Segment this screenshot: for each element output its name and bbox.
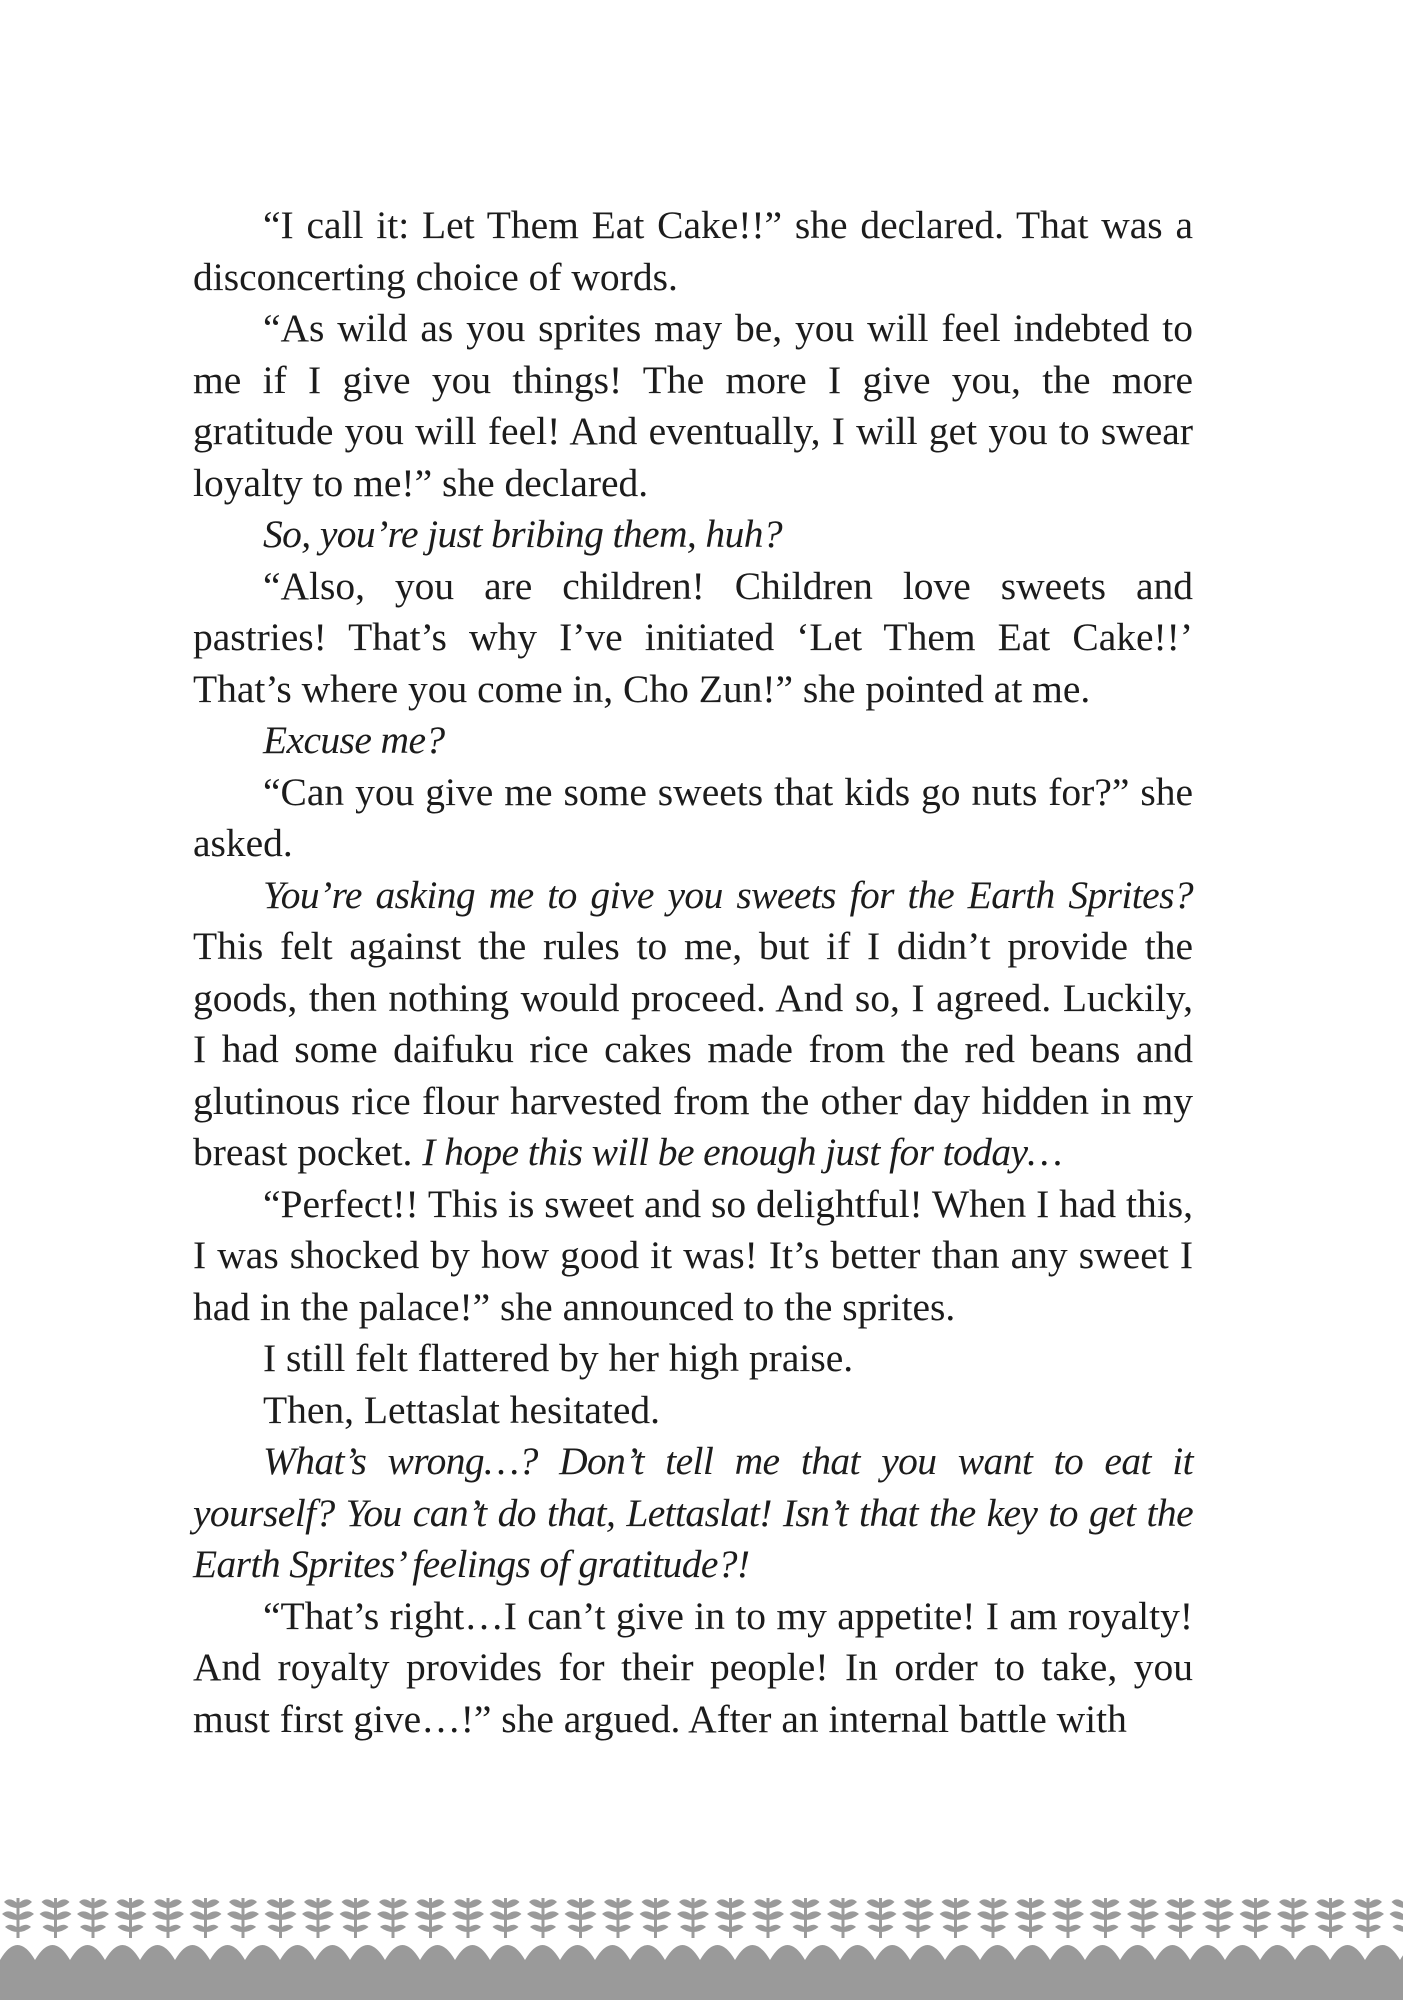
footer-wave-band [0, 1945, 1403, 2000]
leaf-sprig-icon [1352, 1898, 1384, 1938]
paragraph-9: I still felt flattered by her high praise. [263, 1336, 854, 1380]
leaf-sprig-icon [190, 1898, 222, 1938]
leaf-sprig-icon [415, 1898, 447, 1938]
leaf-sprig-icon [1240, 1898, 1272, 1938]
leaf-sprig-icon [790, 1898, 822, 1938]
leaf-sprig-icon [1127, 1898, 1159, 1938]
paragraph-4: “Also, you are children! Children love sweets and pastries! That’s why I’ve initiated ‘Let Them Eat Cake!!’ That’s where you come in, Cho Zun!” she pointed at me. [193, 563, 1193, 711]
leaf-sprig-icon [302, 1898, 334, 1938]
footer-sprig-row [2, 1898, 1403, 1938]
leaf-sprig-icon [602, 1898, 634, 1938]
leaf-sprig-icon [977, 1898, 1009, 1938]
leaf-sprig-icon [752, 1898, 784, 1938]
paragraph-8: “Perfect!! This is sweet and so delightful! When I had this, I was shocked by how good it was! It’s better than any sweet I had in the palace!” she announced to the sprites. [193, 1181, 1193, 1329]
paragraph-2: “As wild as you sprites may be, you will feel indebted to me if I give you things! The more I give you, the more gratitude you will feel! And eventually, I will get you to swear loyalty to me!” she declared. [193, 306, 1193, 505]
footer-decorative-band [0, 1870, 1403, 2000]
leaf-sprig-icon [640, 1898, 672, 1938]
paragraph-3-inner-thought: So, you’re just bribing them, huh? [263, 512, 783, 556]
paragraph-7-body: This felt against the rules to me, but if I didn’t provide the goods, then nothing would proceed. And so, I agreed. Luckily, I had some daifuku rice cakes made from the red beans and glutinous rice flour harvested from the other day hidden in my breast pocket. [193, 924, 1193, 1174]
leaf-sprig-icon [1090, 1898, 1122, 1938]
paragraph-6: “Can you give me some sweets that kids go nuts for?” she asked. [193, 769, 1193, 865]
leaf-sprig-icon [1390, 1898, 1403, 1938]
leaf-sprig-icon [1277, 1898, 1309, 1938]
leaf-sprig-icon [1202, 1898, 1234, 1938]
leaf-sprig-icon [77, 1898, 109, 1938]
leaf-sprig-icon [1165, 1898, 1197, 1938]
leaf-sprig-icon [115, 1898, 147, 1938]
leaf-sprig-icon [1052, 1898, 1084, 1938]
footer-ornament-svg [0, 1870, 1403, 2000]
paragraph-11-inner-thought: What’s wrong…? Don’t tell me that you want to eat it yourself? You can’t do that, Lettaslat! Isn’t that the key to get the Earth Sprites’ feelings of gratitude?! [193, 1439, 1193, 1586]
paragraph-12: “That’s right…I can’t give in to my appetite! I am royalty! And royalty provides for their people! In order to take, you must first give…!” she argued. After an internal battle with [193, 1593, 1193, 1741]
leaf-sprig-icon [452, 1898, 484, 1938]
leaf-sprig-icon [377, 1898, 409, 1938]
page-text-body [193, 200, 1193, 1745]
leaf-sprig-icon [715, 1898, 747, 1938]
leaf-sprig-icon [565, 1898, 597, 1938]
leaf-sprig-icon [40, 1898, 72, 1938]
leaf-sprig-icon [865, 1898, 897, 1938]
paragraph-7 [193, 870, 1193, 1179]
leaf-sprig-icon [2, 1898, 34, 1938]
leaf-sprig-icon [527, 1898, 559, 1938]
paragraph-7-italic-lead: You’re asking me to give you sweets for the Earth Sprites? [263, 872, 1193, 917]
leaf-sprig-icon [340, 1898, 372, 1938]
paragraph-7-italic-tail: I hope this will be enough just for today… [422, 1130, 1062, 1174]
paragraph-1: “I call it: Let Them Eat Cake!!” she declared. That was a disconcerting choice of words. [193, 203, 1193, 299]
leaf-sprig-icon [1315, 1898, 1347, 1938]
leaf-sprig-icon [677, 1898, 709, 1938]
leaf-sprig-icon [902, 1898, 934, 1938]
leaf-sprig-icon [1015, 1898, 1047, 1938]
leaf-sprig-icon [265, 1898, 297, 1938]
paragraph-5-inner-thought: Excuse me? [263, 718, 445, 762]
leaf-sprig-icon [490, 1898, 522, 1938]
leaf-sprig-icon [827, 1898, 859, 1938]
leaf-sprig-icon [227, 1898, 259, 1938]
leaf-sprig-icon [152, 1898, 184, 1938]
paragraph-10: Then, Lettaslat hesitated. [263, 1387, 661, 1432]
leaf-sprig-icon [940, 1898, 972, 1938]
